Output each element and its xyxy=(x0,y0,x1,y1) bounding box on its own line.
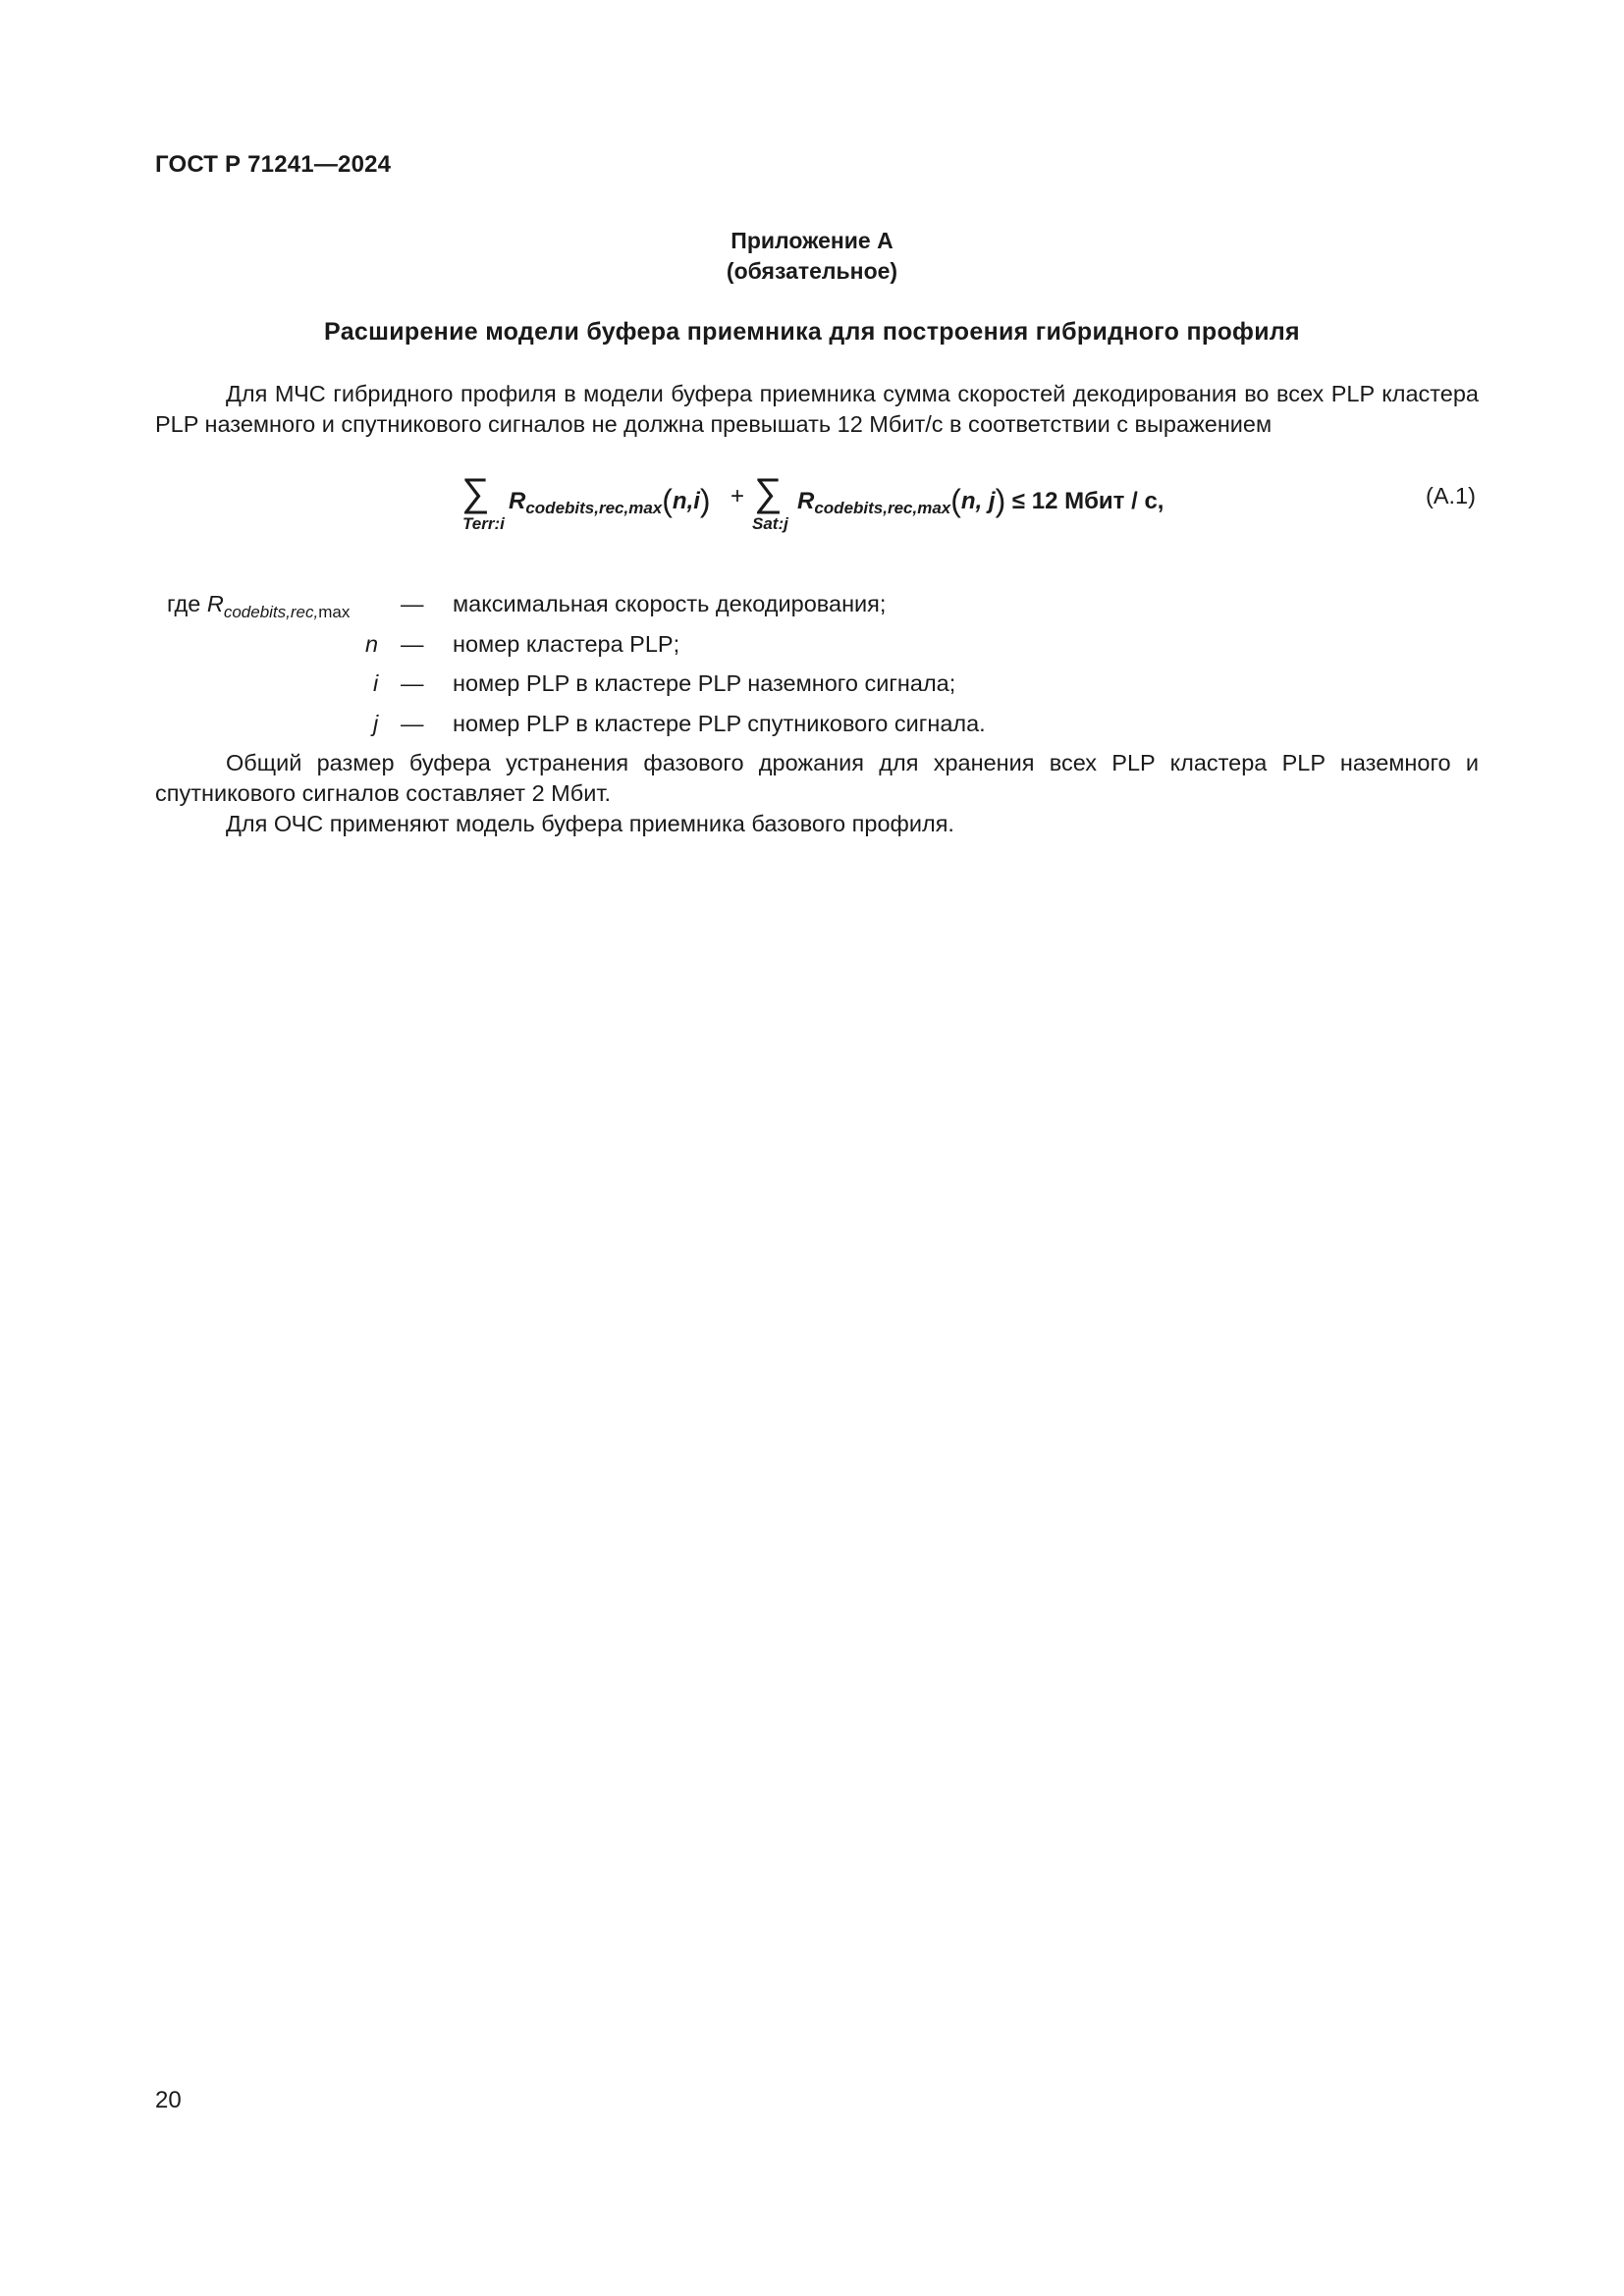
definition-where: где xyxy=(167,591,201,616)
symbol-n: n xyxy=(365,631,379,657)
annex-title-block xyxy=(0,226,1624,287)
sum-symbol-terr: ∑ xyxy=(461,471,490,514)
symbol-i: i xyxy=(373,670,379,696)
definition-text-n: номер кластера PLP; xyxy=(453,631,680,657)
annex-heading: Расширение модели буфера приемника для построения гибридного профиля xyxy=(324,318,1300,346)
intro-paragraph: Для МЧС гибридного профиля в модели буфера приемника сумма скоростей декодирования во всех PLP кластера PLP наземного и спутникового сигналов не должна превышать 12 Мбит/с в соответствии с выражением xyxy=(155,381,1479,437)
annex-status: (обязательное) xyxy=(726,258,898,284)
definition-dash: — xyxy=(401,711,424,736)
formula-term-terr: $R_{codebits,rec,max}(n,i)$ xyxy=(509,483,711,518)
symbol-r-subscript: codebits,rec, xyxy=(223,603,319,621)
definition-dash: — xyxy=(401,591,424,616)
definition-text-i: номер PLP в кластере PLP наземного сигнала; xyxy=(453,670,956,696)
formula-a1 xyxy=(452,473,1198,542)
formula-variable: R xyxy=(509,488,526,514)
symbol-j: j xyxy=(373,711,379,736)
sum-subscript-sat: Sat:j xyxy=(752,514,788,533)
formula-argument-2: n, j xyxy=(960,488,996,514)
definition-text-r: максимальная скорость декодирования; xyxy=(453,591,887,616)
document-header: ГОСТ Р 71241—2024 xyxy=(155,151,392,178)
formula-variable: R xyxy=(797,488,815,514)
formula-term-sat: $R_{codebits,rec,max}(n$, j) ≤ 12 Мбит / с, xyxy=(797,483,1164,518)
formula-variable-subscript: codebits,rec,max xyxy=(814,499,951,517)
formula-variable-subscript: codebits,rec,max xyxy=(525,499,663,517)
sum-subscript-terr: Terr:i xyxy=(462,514,505,533)
sum-symbol-sat: ∑ xyxy=(754,471,783,514)
definition-symbol-n xyxy=(365,629,378,660)
definition-symbol-r xyxy=(167,589,350,627)
definition-symbol-i xyxy=(373,668,378,699)
annex-title: Приложение А xyxy=(731,228,893,253)
formula-argument-1: n,i xyxy=(672,488,700,514)
buffer-paragraph: Общий размер буфера устранения фазового дрожания для хранения всех PLP кластера PLP наземного и спутникового сигналов составляет 2 Мбит. xyxy=(155,750,1479,806)
definition-symbol-j xyxy=(373,709,378,739)
formula-relation: ≤ 12 Мбит / с, xyxy=(1011,488,1164,514)
definition-dash: — xyxy=(401,670,424,696)
base-profile-paragraph: Для ОЧС применяют модель буфера приемника базового профиля. xyxy=(226,811,954,836)
formula-plus: + xyxy=(731,483,745,509)
definition-text-j: номер PLP в кластере PLP спутникового сигнала. xyxy=(453,711,986,736)
symbol-r: R xyxy=(206,591,224,616)
page-number: 20 xyxy=(155,2087,182,2113)
definition-dash: — xyxy=(401,631,424,657)
formula-number: (А.1) xyxy=(1426,483,1476,508)
symbol-r-subscript-tail: max xyxy=(318,603,351,621)
